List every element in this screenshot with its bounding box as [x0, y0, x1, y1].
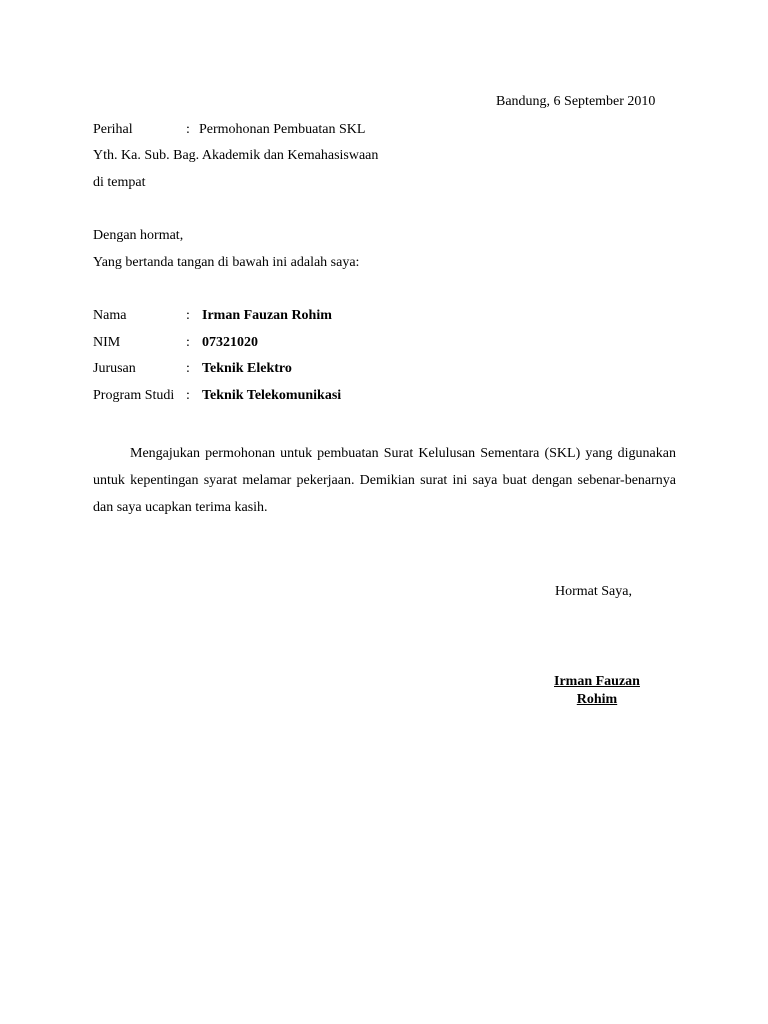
subject-colon: : [186, 122, 190, 137]
field-value-program-studi: Teknik Telekomunikasi [202, 388, 342, 403]
closing: Hormat Saya, [555, 584, 632, 599]
field-value-nama: Irman Fauzan Rohim [202, 308, 332, 323]
field-label-program-studi: Program Studi [93, 388, 175, 403]
field-colon: : [186, 388, 190, 403]
field-value-nim: 07321020 [202, 335, 258, 350]
signature-name [530, 673, 664, 709]
field-label-nama: Nama [93, 308, 127, 323]
greeting: Dengan hormat, [93, 228, 184, 243]
signature-line-1: Irman Fauzan [554, 674, 640, 689]
subject-value: Permohonan Pembuatan SKL [199, 122, 366, 137]
letter-date: Bandung, 6 September 2010 [496, 94, 656, 109]
field-colon: : [186, 335, 190, 350]
recipient-place: di tempat [93, 175, 146, 190]
field-colon: : [186, 308, 190, 323]
intro-text: Yang bertanda tangan di bawah ini adalah saya: [93, 255, 360, 270]
body-paragraph: Mengajukan permohonan untuk pembuatan Surat Kelulusan Sementara (SKL) yang digunakan untuk kepentingan syarat melamar pekerjaan. Demikian surat ini saya buat dengan sebenar-benarnya dan saya ucapkan terima kasih. [93, 446, 676, 515]
signature-line-2: Rohim [576, 692, 618, 707]
field-label-nim: NIM [93, 335, 121, 350]
field-label-jurusan: Jurusan [93, 361, 136, 376]
recipient: Yth. Ka. Sub. Bag. Akademik dan Kemahasiswaan [93, 148, 379, 163]
field-value-jurusan: Teknik Elektro [202, 361, 292, 376]
subject-label: Perihal [93, 122, 133, 137]
field-colon: : [186, 361, 190, 376]
